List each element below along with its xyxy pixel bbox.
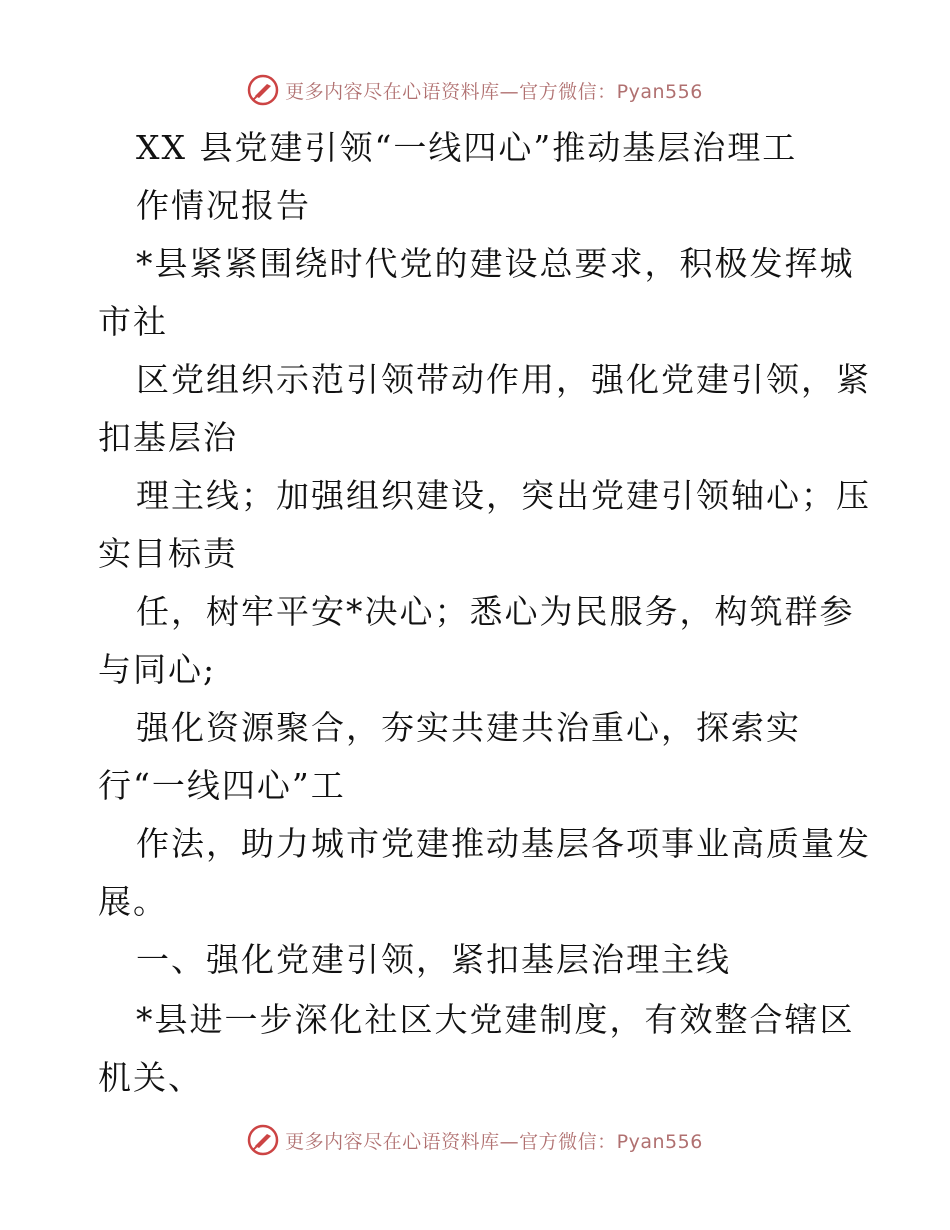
paragraph-line: 实目标责 xyxy=(98,534,238,573)
pen-logo-icon xyxy=(247,1124,279,1156)
pen-logo-icon xyxy=(247,74,279,106)
paragraph-line: 扣基层治 xyxy=(98,418,238,457)
paragraph-line: *县紧紧围绕时代党的建设总要求，积极发挥城 xyxy=(136,244,855,283)
footer-watermark-banner xyxy=(0,1120,950,1160)
paragraph-line: 理主线；加强组织建设，突出党建引领轴心；压 xyxy=(136,476,871,515)
paragraph-line: 行“一线四心”工 xyxy=(98,766,346,805)
paragraph-line: 强化资源聚合，夯实共建共治重心，探索实 xyxy=(136,708,801,747)
paragraph-line: 区党组织示范引领带动作用，强化党建引领，紧 xyxy=(136,360,871,399)
header-watermark-banner xyxy=(0,70,950,110)
title-line-1: XX 县党建引领“一线四心”推动基层治理工 xyxy=(136,128,798,167)
paragraph-line: 与同心; xyxy=(98,650,217,689)
paragraph-line: 机关、 xyxy=(98,1058,203,1097)
paragraph-line: 作法，助力城市党建推动基层各项事业高质量发 xyxy=(136,824,871,863)
paragraph-line: 任，树牢平安*决心；悉心为民服务，构筑群参 xyxy=(136,592,855,631)
paragraph-line: 市社 xyxy=(98,302,168,341)
paragraph-line: *县进一步深化社区大党建制度，有效整合辖区 xyxy=(136,1000,855,1039)
header-watermark-text: 更多内容尽在心语资料库—官方微信：Pyan556 xyxy=(285,80,703,103)
footer-watermark-text: 更多内容尽在心语资料库—官方微信：Pyan556 xyxy=(285,1130,703,1153)
section-heading: 一、强化党建引领，紧扣基层治理主线 xyxy=(136,940,731,979)
paragraph-line: 展。 xyxy=(98,882,168,921)
title-line-2: 作情况报告 xyxy=(136,186,311,225)
